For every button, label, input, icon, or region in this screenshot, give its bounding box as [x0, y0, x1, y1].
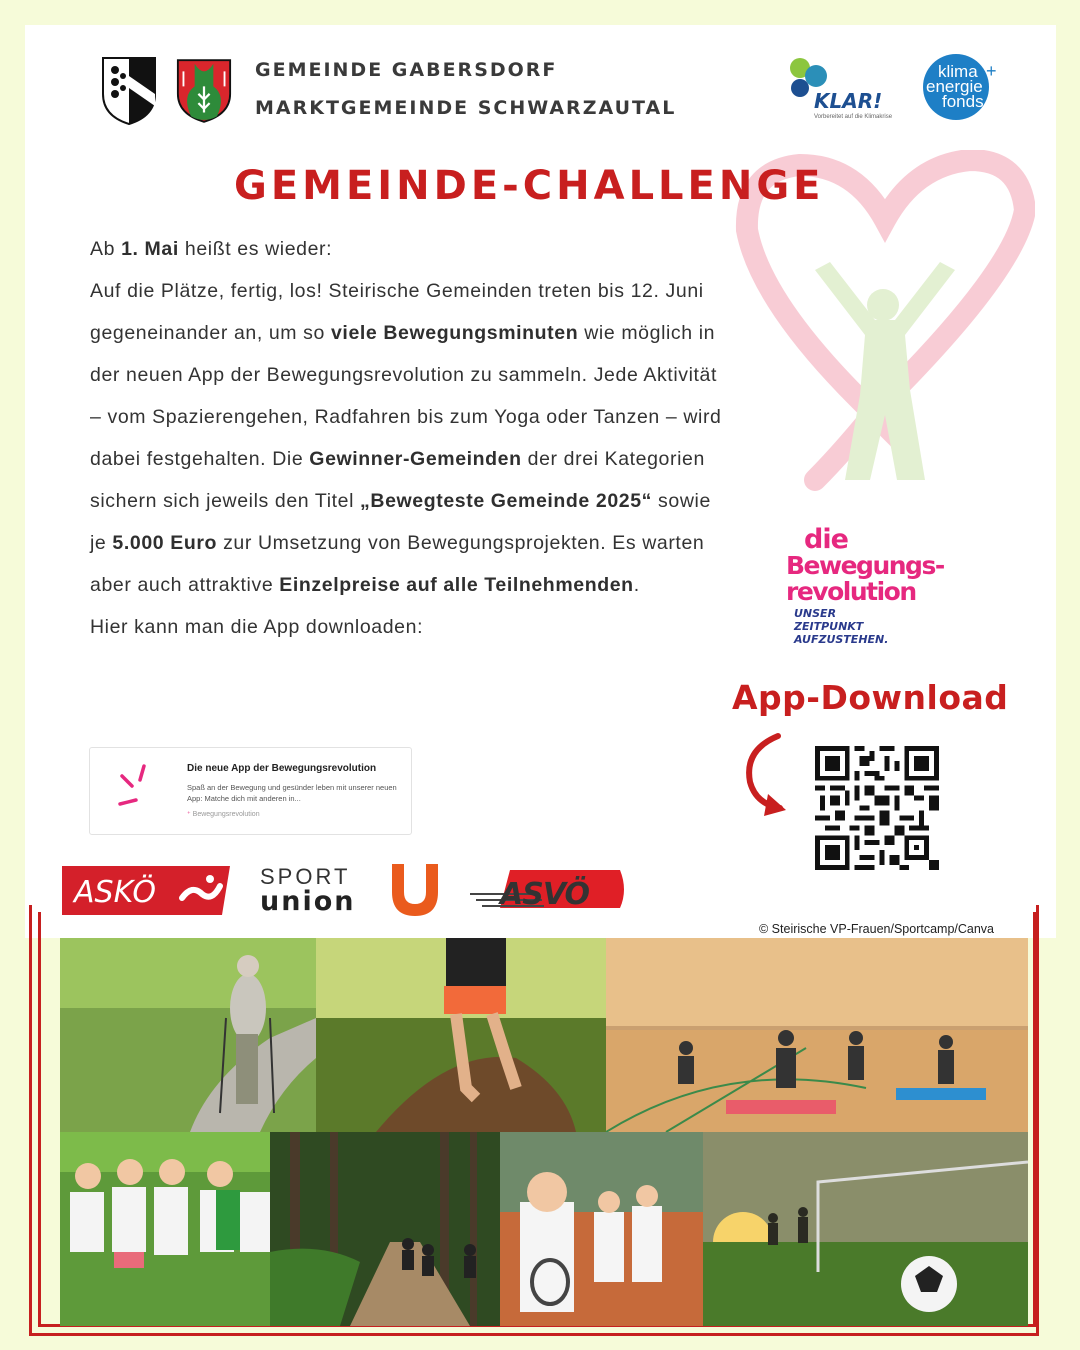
photo-kids-tennis-image: [500, 1132, 703, 1326]
bewegungsrevolution-logo: [786, 524, 986, 649]
klar-tagline: Vorbereitet auf die Klimakrise: [814, 114, 893, 120]
photo-nordic-walking-image: [60, 938, 316, 1132]
body-text-bold: Gewinner-Gemeinden: [309, 448, 522, 470]
body-text-fragment: zur Umsetzung von Bewegungsprojekten. Es warten aber auch attraktive: [90, 532, 705, 596]
app-card-description: Spaß an der Bewegung und gesünder leben mit unserer neuen App: Matche dich mit anderen in...: [187, 783, 397, 803]
body-text-fragment: wie möglich in der neuen App der Bewegungsrevolution zu sammeln. Jede Aktivität – vom Spazierengehen, Radfahren bis zum Yoga oder Tanzen – wird dabei festgehalten. Die: [90, 322, 722, 470]
header-municipality-1: GEMEINDE GABERSDORF: [255, 59, 558, 81]
photo-children-field: [60, 1132, 270, 1326]
body-text-fragment: .: [633, 574, 640, 596]
gabersdorf-coat-of-arms-icon: [101, 56, 157, 126]
body-text-fragment: sowie je: [90, 490, 711, 554]
union-text: union: [260, 886, 356, 917]
klar-logo: [788, 56, 918, 120]
body-text-bold: 1. Mai: [121, 238, 179, 260]
photo-sunset-football: [703, 1132, 1028, 1326]
body-text: [90, 228, 730, 648]
bew-slogan-2: ZEITPUNKT: [794, 620, 864, 633]
photo-gym-yoga: [606, 938, 1028, 1132]
photo-forest-cyclists-image: [270, 1132, 500, 1326]
app-card-source: ⁺ Bewegungsrevolution: [187, 811, 260, 818]
bewegung-burst-icon: [116, 764, 156, 812]
sportunion-logo: [260, 860, 445, 918]
bew-logo-line3: revolution: [786, 577, 916, 606]
photo-nordic-walking: [60, 938, 316, 1132]
photo-credit: © Steirische VP-Frauen/Sportcamp/Canva: [759, 922, 995, 936]
app-download-heading: App-Download: [732, 678, 1009, 717]
askoe-logo: [62, 866, 230, 915]
body-text-fragment: Hier kann man die App downloaden:: [90, 616, 424, 638]
bew-slogan-1: UNSER: [794, 607, 837, 620]
bew-logo-line2: Bewegungs-: [786, 551, 944, 580]
app-card-source-text: Bewegungsrevolution: [192, 811, 260, 818]
app-link-card[interactable]: [89, 747, 412, 835]
klima-text: klima: [938, 62, 978, 81]
curved-arrow-icon: [738, 730, 798, 820]
photo-gym-yoga-image: [606, 938, 1028, 1132]
body-text-fragment: der drei Kategorien sichern sich jeweils den Titel: [90, 448, 705, 512]
body-text-fragment: Ab: [90, 238, 122, 260]
qr-code[interactable]: [815, 746, 939, 870]
header-municipality-2: MARKTGEMEINDE SCHWARZAUTAL: [255, 97, 677, 119]
bew-slogan-3: AUFZUSTEHEN.: [794, 633, 889, 646]
photo-children-field-image: [60, 1132, 270, 1326]
body-text-bold: viele Bewegungsminuten: [330, 322, 579, 344]
body-text-bold: „Bewegteste Gemeinde 2025“: [360, 490, 653, 512]
photo-forest-cyclists: [270, 1132, 500, 1326]
body-text-bold: Einzelpreise auf alle Teilnehmenden: [279, 574, 634, 596]
klima-plus: +: [986, 61, 997, 81]
photo-trail-runner: [316, 938, 606, 1132]
fonds-text: fonds: [942, 92, 984, 111]
body-text-fragment: heißt es wieder:: [178, 238, 333, 260]
bew-logo-line1: die: [804, 524, 848, 555]
energie-text: energie: [926, 77, 983, 96]
body-text-bold: 5.000 Euro: [112, 532, 218, 554]
klar-name: KLAR!: [814, 89, 883, 113]
sport-text: SPORT: [260, 864, 351, 889]
asvoe-logo: [470, 868, 626, 912]
page-title: GEMEINDE-CHALLENGE: [234, 163, 825, 209]
app-card-title: Die neue App der Bewegungsrevolution: [187, 763, 377, 774]
photo-trail-runner-image: [316, 938, 606, 1132]
asvoe-text: ASVÖ: [500, 877, 590, 912]
photo-sunset-football-image: [703, 1132, 1028, 1326]
photo-kids-tennis: [500, 1132, 703, 1326]
klima-energie-fonds-logo: [922, 53, 1004, 121]
body-text-fragment: Auf die Plätze, fertig, los! Steirische Gemeinden treten bis 12. Juni gegeneinander an, um so: [90, 280, 704, 344]
schwarzautal-coat-of-arms-icon: [176, 56, 232, 126]
askoe-text: ASKÖ: [74, 875, 157, 910]
